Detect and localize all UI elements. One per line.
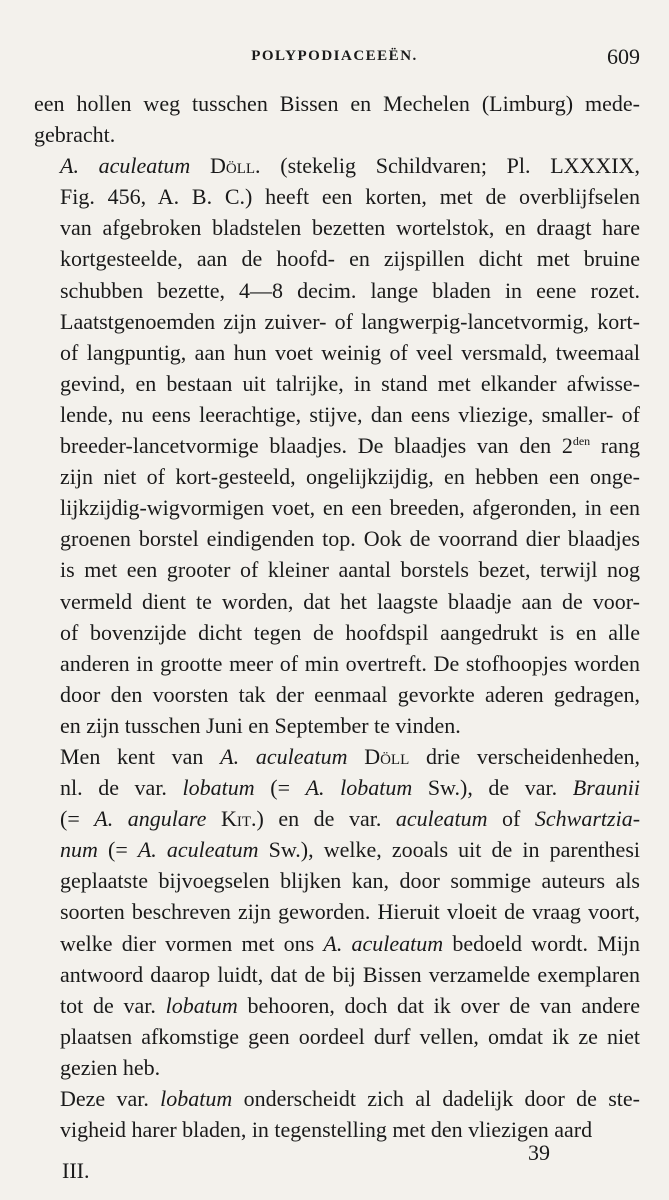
text-line	[34, 243, 640, 274]
text-run: drie verscheidenheden,	[409, 743, 640, 769]
text-run: nl. de var.	[60, 775, 183, 801]
text-run: plaatsen afkomstige geen oordeel durf vellen, omdat ik ze niet	[60, 1023, 640, 1049]
italic-run: A. aculeatum	[323, 930, 444, 956]
text-line	[34, 803, 640, 834]
text-run: bedoeld wordt. Mijn	[443, 930, 640, 956]
text-run: welke dier vormen met ons	[60, 930, 324, 956]
text-run: een hollen weg tusschen Bissen en Mechelen (Limburg) mede-	[34, 91, 640, 116]
text-line	[34, 275, 640, 306]
text-run: zijn niet of kort-gesteeld, ongelijkzijdig, en hebben een onge-	[60, 464, 640, 490]
text-line	[34, 430, 640, 461]
text-run: schubben bezette, 4—8 decim. lange bladen in eene rozet.	[60, 277, 640, 303]
text-run: Men kent van	[60, 743, 221, 769]
text-run: gezien heb.	[60, 1054, 161, 1080]
page-number: 609	[607, 44, 640, 69]
text-run: (=	[97, 837, 138, 863]
italic-run: A. aculeatum	[220, 743, 348, 769]
text-run: lende, nu eens leerachtige, stijve, dan eens vliezige, smaller- of	[60, 401, 640, 427]
sheet-number: 39	[528, 1140, 550, 1165]
text-line	[34, 399, 640, 430]
text-line	[34, 772, 640, 803]
italic-run: aculeatum	[395, 806, 488, 832]
text-run: breeder-lancetvormige blaadjes. De blaadjes van den 2	[60, 433, 573, 459]
text-line	[34, 679, 640, 710]
italic-run: A. aculeatum	[137, 837, 259, 863]
text-line	[34, 741, 640, 772]
text-run: of bovenzijde dicht tegen de hoofdspil aangedrukt is en alle	[60, 619, 640, 645]
small-caps-run: Döll.	[210, 153, 261, 179]
text-line	[34, 1052, 640, 1083]
text-line	[34, 834, 640, 865]
text-line	[34, 368, 640, 399]
superscript-run: den	[572, 434, 591, 449]
text-line	[34, 865, 640, 896]
italic-run: num	[60, 837, 98, 863]
italic-run: lobatum	[165, 992, 238, 1018]
text-line	[34, 1021, 640, 1052]
text-line	[34, 461, 640, 492]
text-run: anderen in grootte meer of min overtreft. De stofhoopjes worden	[60, 650, 640, 676]
text-run: ) en de var.	[256, 806, 396, 832]
italic-run: A. angulare	[94, 806, 207, 832]
text-line	[34, 492, 640, 523]
body-text	[34, 88, 640, 1145]
text-line	[34, 337, 640, 368]
text-run: of	[487, 806, 535, 832]
text-line	[34, 212, 640, 243]
small-caps-run: Kit.	[220, 806, 257, 832]
text-line	[34, 586, 640, 617]
text-run: tot de var.	[60, 992, 166, 1018]
italic-run: Braunii	[572, 775, 640, 801]
text-run: Sw.), welke, zooals uit de in parenthesi	[258, 837, 640, 863]
signature-mark: III.	[62, 1158, 90, 1183]
italic-run: Schwartzia-	[534, 806, 641, 832]
text-run	[347, 744, 364, 769]
paragraph	[34, 741, 640, 1083]
text-line	[34, 150, 640, 181]
italic-run: A. aculeatum	[60, 153, 191, 179]
text-run: Deze var.	[60, 1086, 161, 1111]
running-head: POLYPODIACEEËN.	[251, 48, 418, 64]
text-line	[34, 710, 640, 741]
italic-run: A. lobatum	[305, 775, 413, 801]
text-run: (=	[60, 806, 95, 832]
text-run: rang	[590, 433, 641, 459]
text-line	[34, 181, 640, 212]
text-line	[34, 523, 640, 554]
text-run: gevind, en bestaan uit talrijke, in stand met elkander afwisse-	[60, 370, 640, 396]
text-line	[34, 617, 640, 648]
text-line	[34, 990, 640, 1021]
text-line	[34, 648, 640, 679]
text-run: Sw.), de var.	[412, 775, 573, 801]
text-run: geplaatste bijvoegselen blijken kan, door sommige auteurs als	[60, 868, 640, 894]
text-run: gebracht.	[34, 122, 116, 148]
text-run: soorten beschreven zijn geworden. Hieruit vloeit de vraag voort,	[60, 899, 640, 925]
text-run: antwoord daarop luidt, dat de bij Bissen verzamelde exemplaren	[60, 961, 640, 987]
text-line	[34, 959, 640, 990]
text-run: of langpuntig, aan hun voet weinig of veel versmald, tweemaal	[60, 339, 640, 365]
text-line	[34, 1083, 640, 1114]
text-run	[190, 153, 210, 178]
small-caps-run: Döll	[364, 743, 410, 769]
paragraph	[34, 1083, 640, 1145]
text-line	[34, 896, 640, 927]
text-run: behooren, doch dat ik over de van andere	[237, 992, 640, 1018]
text-run	[206, 806, 221, 831]
text-run: (stekelig Schildvaren; Pl. LXXXIX,	[260, 153, 641, 179]
text-run: groenen borstel eindigenden top. Ook de voorrand dier blaadjes	[60, 526, 640, 552]
text-run: door den voorsten tak der eenmaal gevorkte aderen gedragen,	[60, 681, 640, 707]
text-run: Laatstgenoemden zijn zuiver- of langwerpig-lancetvormig, kort-	[60, 308, 640, 334]
text-run: is met een grooter of kleiner aantal borstels bezet, terwijl nog	[60, 557, 640, 583]
text-run: en zijn tusschen Juni en September te vinden.	[60, 712, 461, 738]
italic-run: lobatum	[160, 1086, 233, 1111]
text-line	[34, 306, 640, 337]
text-run: lijkzijdig-wigvormigen voet, en een breeden, afgeronden, in een	[60, 495, 640, 521]
text-line	[34, 119, 640, 150]
paragraph	[34, 150, 640, 741]
text-run: Fig. 456, A. B. C.) heeft een korten, met de overblijfselen	[60, 184, 640, 210]
text-run: (=	[254, 775, 306, 801]
text-line	[34, 554, 640, 585]
text-run: vermeld dient te worden, dat het laagste blaadje aan de voor-	[60, 588, 640, 614]
text-run: van afgebroken bladstelen bezetten wortelstok, en draagt hare	[60, 215, 640, 241]
text-run: vigheid harer bladen, in tegenstelling met den vliezigen aard	[60, 1117, 593, 1143]
italic-run: lobatum	[182, 775, 255, 801]
text-line	[34, 88, 640, 119]
text-run: kortgesteelde, aan de hoofd- en zijspillen dicht met bruine	[60, 246, 640, 272]
paragraph	[34, 88, 640, 150]
text-run: onderscheidt zich al dadelijk door de ste-	[232, 1086, 640, 1111]
text-line	[34, 928, 640, 959]
